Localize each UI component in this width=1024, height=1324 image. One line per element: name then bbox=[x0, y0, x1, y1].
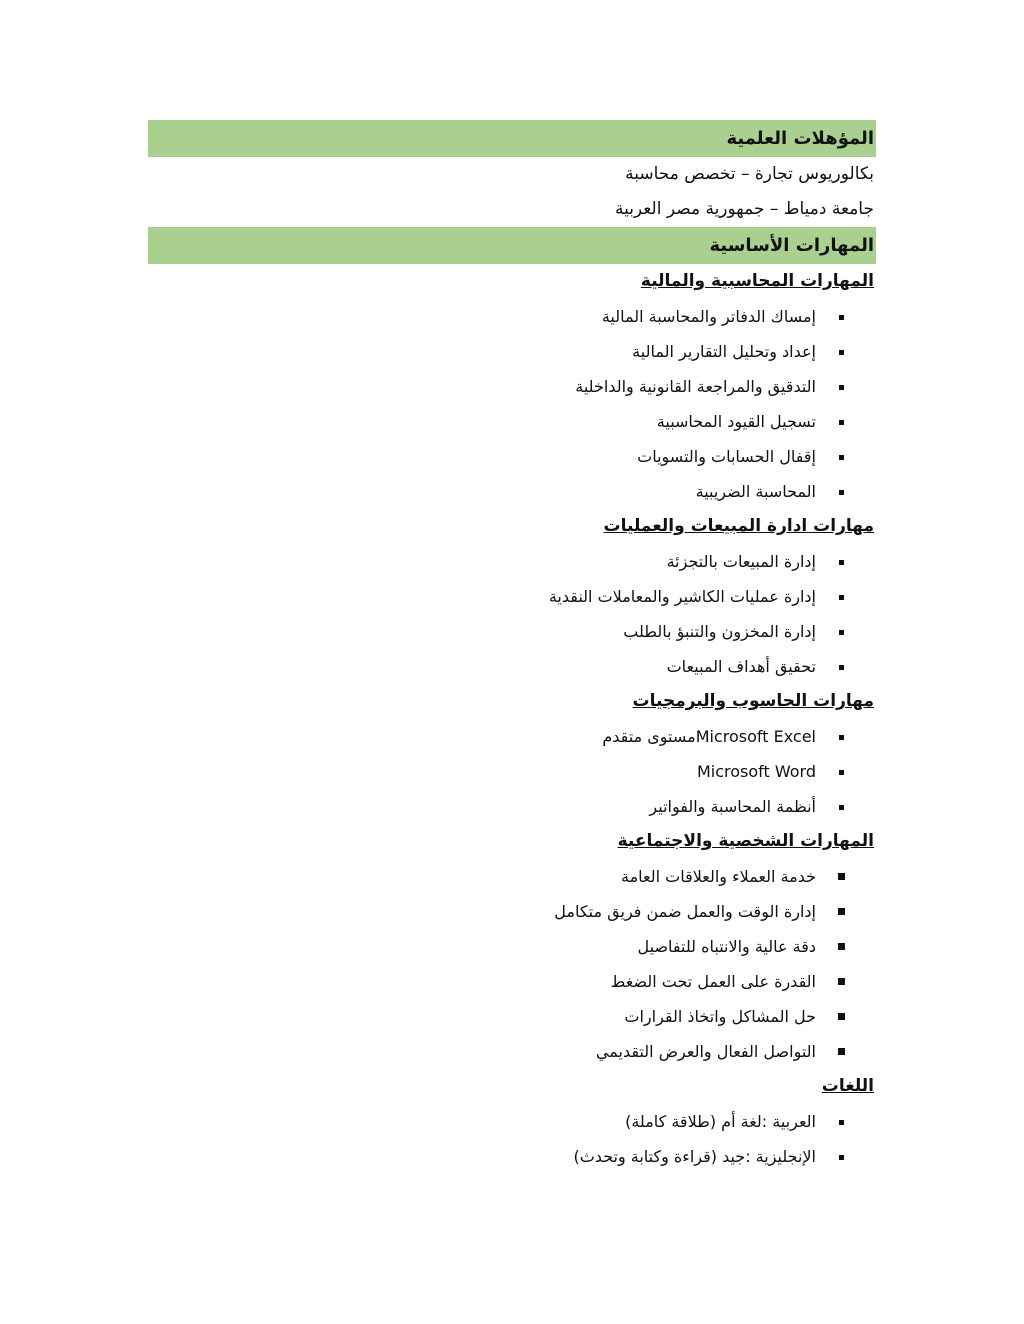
list-item-label: العربية :لغة أم (طلاقة كاملة) bbox=[625, 1112, 816, 1131]
university-line: جامعة دمياط – جمهورية مصر العربية bbox=[614, 199, 874, 219]
bullet-icon bbox=[839, 805, 844, 810]
bullet-icon bbox=[839, 1155, 844, 1160]
accounting-skills-list bbox=[148, 299, 876, 509]
computer-skills-list bbox=[148, 719, 876, 824]
list-item bbox=[148, 754, 876, 789]
list-item-label: Microsoft Word bbox=[696, 762, 816, 781]
list-item bbox=[148, 1104, 876, 1139]
list-item bbox=[148, 544, 876, 579]
list-item bbox=[148, 894, 876, 929]
list-item-label: حل المشاكل واتخاذ القرارات bbox=[624, 1007, 816, 1026]
list-item-label: إمساك الدفاتر والمحاسبة المالية bbox=[601, 307, 816, 326]
bullet-icon bbox=[838, 1013, 845, 1020]
list-item-label: إقفال الحسابات والتسويات bbox=[637, 447, 816, 466]
list-item-label: تحقيق أهداف المبيعات bbox=[666, 657, 816, 676]
list-item bbox=[148, 579, 876, 614]
languages-list bbox=[148, 1104, 876, 1174]
qualifications-header: المؤهلات العلمية bbox=[148, 120, 876, 157]
list-item bbox=[148, 719, 876, 754]
list-item-label: تسجيل القيود المحاسبية bbox=[656, 412, 816, 431]
list-item bbox=[148, 474, 876, 509]
accounting-skills-heading: المهارات المحاسبية والمالية bbox=[640, 271, 874, 291]
list-item-label: إدارة المخزون والتنبؤ بالطلب bbox=[623, 622, 816, 641]
bullet-icon bbox=[839, 385, 844, 390]
personal-skills-heading: المهارات الشخصية والاجتماعية bbox=[617, 831, 874, 851]
bullet-icon bbox=[839, 315, 844, 320]
list-item-label: أنظمة المحاسبة والفواتير bbox=[649, 797, 816, 816]
bullet-icon bbox=[839, 630, 844, 635]
bullet-icon bbox=[839, 735, 844, 740]
list-item-label: الإنجليزية :جيد (قراءة وكتابة وتحدث) bbox=[573, 1147, 816, 1166]
bullet-icon bbox=[839, 770, 844, 775]
bullet-icon bbox=[839, 1120, 844, 1125]
list-item bbox=[148, 404, 876, 439]
list-item-label: التدقيق والمراجعة القانونية والداخلية bbox=[575, 377, 816, 396]
skills-header: المهارات الأساسية bbox=[148, 227, 876, 264]
list-item-label: التواصل الفعال والعرض التقديمي bbox=[595, 1042, 816, 1061]
list-item-label: القدرة على العمل تحت الضغط bbox=[610, 972, 816, 991]
list-item bbox=[148, 789, 876, 824]
list-item-label: خدمة العملاء والعلاقات العامة bbox=[620, 867, 816, 886]
sales-skills-list bbox=[148, 544, 876, 684]
resume-content bbox=[148, 120, 876, 1174]
list-item bbox=[148, 614, 876, 649]
list-item bbox=[148, 859, 876, 894]
list-item-label: إدارة الوقت والعمل ضمن فريق متكامل bbox=[554, 902, 816, 921]
list-item bbox=[148, 439, 876, 474]
languages-heading: اللغات bbox=[821, 1076, 874, 1096]
list-item-label: إعداد وتحليل التقارير المالية bbox=[632, 342, 816, 361]
bullet-icon bbox=[839, 455, 844, 460]
bullet-icon bbox=[838, 873, 845, 880]
bullet-icon bbox=[839, 595, 844, 600]
list-item-label: Microsoft Excelمستوى متقدم bbox=[602, 727, 816, 746]
bullet-icon bbox=[838, 908, 845, 915]
list-item-label: إدارة عمليات الكاشير والمعاملات النقدية bbox=[548, 587, 816, 606]
list-item bbox=[148, 929, 876, 964]
list-item bbox=[148, 334, 876, 369]
bullet-icon bbox=[838, 978, 845, 985]
personal-skills-list bbox=[148, 859, 876, 1069]
list-item-label: المحاسبة الضريبية bbox=[695, 482, 816, 501]
bullet-icon bbox=[839, 420, 844, 425]
sales-skills-heading: مهارات ادارة المبيعات والعمليات bbox=[603, 516, 874, 536]
degree-line: بكالوريوس تجارة – تخصص محاسبة bbox=[625, 164, 874, 184]
list-item-label: إدارة المبيعات بالتجزئة bbox=[666, 552, 816, 571]
list-item bbox=[148, 649, 876, 684]
computer-skills-heading: مهارات الحاسوب والبرمجيات bbox=[632, 691, 874, 711]
list-item bbox=[148, 1139, 876, 1174]
list-item bbox=[148, 299, 876, 334]
bullet-icon bbox=[839, 350, 844, 355]
list-item bbox=[148, 964, 876, 999]
list-item bbox=[148, 369, 876, 404]
bullet-icon bbox=[839, 665, 844, 670]
bullet-icon bbox=[839, 560, 844, 565]
bullet-icon bbox=[838, 1048, 845, 1055]
bullet-icon bbox=[839, 490, 844, 495]
list-item-label: دقة عالية والانتباه للتفاصيل bbox=[637, 937, 816, 956]
list-item bbox=[148, 999, 876, 1034]
bullet-icon bbox=[838, 943, 845, 950]
list-item bbox=[148, 1034, 876, 1069]
